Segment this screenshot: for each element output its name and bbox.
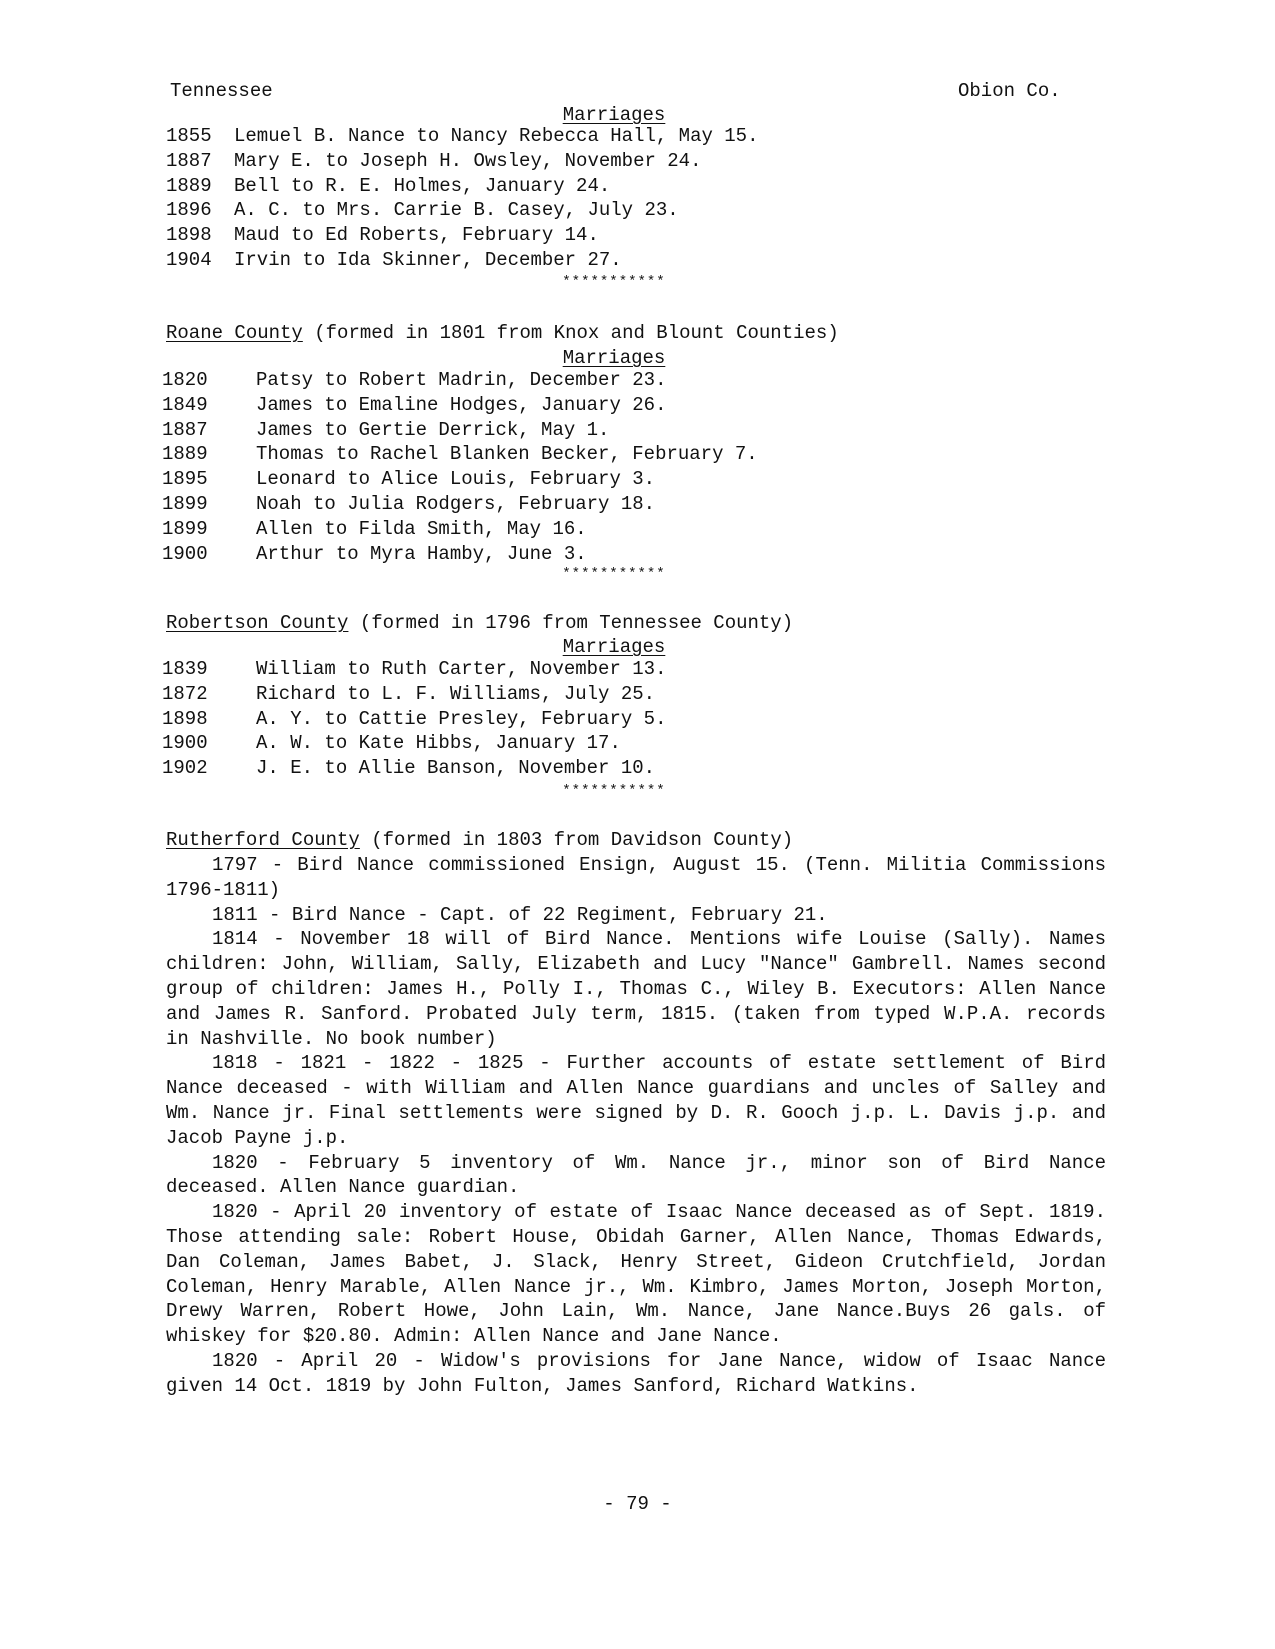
marriage-entry — [166, 248, 759, 273]
county-formed-note: (formed in 1803 from Davidson County) — [371, 829, 794, 851]
marriage-entry — [166, 124, 759, 149]
marriage-entry — [162, 467, 758, 492]
section-separator: *********** — [562, 566, 666, 582]
marriage-year: 1898 — [162, 707, 208, 730]
record-paragraph — [166, 903, 1106, 928]
marriage-entry — [162, 756, 666, 781]
marriage-year: 1849 — [162, 393, 208, 416]
marriage-year: 1898 — [166, 224, 212, 247]
marriage-year: 1902 — [162, 757, 208, 780]
marriage-text: Irvin to Ida Skinner, December 27. — [234, 248, 622, 271]
section-separator: *********** — [562, 274, 666, 290]
marriage-text: A. C. to Mrs. Carrie B. Casey, July 23. — [234, 199, 679, 222]
marriage-year: 1899 — [162, 492, 208, 515]
obion-marriages-heading: Marriages — [562, 104, 666, 126]
rutherford-county-heading — [166, 829, 793, 851]
county-name: Robertson County — [166, 612, 349, 634]
marriage-year: 1855 — [166, 125, 212, 147]
marriage-year: 1839 — [162, 658, 208, 680]
marriage-year: 1899 — [162, 517, 208, 540]
marriage-entry — [162, 682, 666, 707]
marriage-text: Patsy to Robert Madrin, December 23. — [256, 369, 667, 391]
marriage-entry — [162, 542, 758, 567]
robertson-marriage-list — [162, 657, 666, 781]
marriage-entry — [162, 418, 758, 443]
marriage-year: 1895 — [162, 468, 208, 491]
marriage-text: William to Ruth Carter, November 13. — [256, 658, 667, 680]
marriage-year: 1887 — [162, 418, 208, 441]
marriage-entry — [162, 731, 666, 756]
paragraph-text: 1820 - April 20 inventory of estate of Isaac Nance deceased as of Sept. 1819. Those attending sale: Robert House, Obidah Garner, Allen Nance, Thomas Edwards, Dan Coleman, James Babet, J. Slack, Henry Street, Gideon Crutchfield, Jordan Coleman, Henry Marable, Allen Nance jr., Wm. Kimbro, James Morton, Joseph Morton, Drewy Warren, Robert Howe, John Lain, Wm. Nance, Jane Nance.Buys 26 gals. of whiskey for $20.80. Admin: Allen Nance and Jane Nance. — [166, 1201, 1106, 1348]
marriage-text: Richard to L. F. Williams, July 25. — [256, 682, 656, 705]
header-county: Obion Co. — [958, 80, 1061, 102]
marriage-text: Bell to R. E. Holmes, January 24. — [234, 174, 611, 197]
marriage-entry — [162, 492, 758, 517]
record-paragraph — [166, 853, 1106, 903]
marriage-text: Leonard to Alice Louis, February 3. — [256, 468, 656, 491]
marriage-text: J. E. to Allie Banson, November 10. — [256, 757, 656, 780]
page-number: - 79 - — [603, 1493, 672, 1515]
record-paragraph — [166, 1151, 1106, 1201]
marriage-entry — [166, 149, 759, 174]
marriage-entry — [162, 393, 758, 418]
robertson-county-heading — [166, 612, 793, 634]
marriage-text: Arthur to Myra Hamby, June 3. — [256, 542, 587, 565]
marriage-text: Maud to Ed Roberts, February 14. — [234, 224, 599, 247]
roane-marriage-list — [162, 368, 758, 566]
header-state: Tennessee — [170, 80, 273, 102]
paragraph-text: 1797 - Bird Nance commissioned Ensign, August 15. (Tenn. Militia Commissions 1796-1811) — [166, 854, 1106, 901]
county-formed-note: (formed in 1796 from Tennessee County) — [359, 612, 794, 634]
marriage-year: 1900 — [162, 542, 208, 565]
marriage-year: 1896 — [166, 199, 212, 222]
paragraph-text: 1818 - 1821 - 1822 - 1825 - Further accounts of estate settlement of Bird Nance deceased - with William and Allen Nance guardians and uncles of Salley and Wm. Nance jr. Final settlements were signed by D. R. Gooch j.p. L. Davis j.p. and Jacob Payne j.p. — [166, 1052, 1106, 1149]
county-name: Roane County — [166, 322, 303, 344]
marriage-entry — [166, 223, 759, 248]
roane-marriages-heading: Marriages — [562, 347, 666, 369]
obion-marriage-list — [166, 124, 759, 273]
paragraph-text: 1820 - April 20 - Widow's provisions for Jane Nance, widow of Isaac Nance given 14 Oct. 1819 by John Fulton, James Sanford, Richard Watkins. — [166, 1349, 1106, 1397]
marriage-year: 1900 — [162, 732, 208, 755]
marriage-text: Mary E. to Joseph H. Owsley, November 24. — [234, 149, 702, 172]
record-paragraph — [166, 1200, 1106, 1349]
record-paragraph — [166, 927, 1106, 1051]
marriage-entry — [162, 657, 666, 682]
marriage-year: 1889 — [166, 174, 212, 197]
marriage-year: 1887 — [166, 149, 212, 172]
marriage-text: Thomas to Rachel Blanken Becker, February 7. — [256, 443, 758, 466]
marriage-text: Lemuel B. Nance to Nancy Rebecca Hall, May 15. — [234, 125, 759, 147]
paragraph-text: 1820 - February 5 inventory of Wm. Nance jr., minor son of Bird Nance deceased. Allen Nance guardian. — [166, 1151, 1106, 1199]
county-name: Rutherford County — [166, 829, 360, 851]
marriage-text: Noah to Julia Rodgers, February 18. — [256, 492, 656, 515]
marriage-year: 1904 — [166, 248, 212, 271]
rutherford-records — [166, 853, 1106, 1399]
roane-county-heading — [166, 322, 839, 344]
marriage-year: 1889 — [162, 443, 208, 466]
marriage-entry — [162, 368, 758, 393]
marriage-entry — [162, 707, 666, 732]
marriage-entry — [166, 198, 759, 223]
record-paragraph — [166, 1051, 1106, 1150]
marriage-entry — [162, 517, 758, 542]
marriage-year: 1872 — [162, 682, 208, 705]
paragraph-text: 1811 - Bird Nance - Capt. of 22 Regiment, February 21. — [212, 903, 828, 926]
marriage-text: A. Y. to Cattie Presley, February 5. — [256, 707, 667, 730]
marriage-text: James to Gertie Derrick, May 1. — [256, 418, 610, 441]
record-paragraph — [166, 1349, 1106, 1399]
paragraph-text: 1814 - November 18 will of Bird Nance. Mentions wife Louise (Sally). Names children: John, William, Sally, Elizabeth and Lucy "Nance" Gambrell. Names second group of children: James H., Polly I., Thomas C., Wiley B. Executors: Allen Nance and James R. Sanford. Probated July term, 1815. (taken from typed W.P.A. records in Nashville. No book number) — [166, 928, 1106, 1050]
section-separator: *********** — [562, 783, 666, 799]
county-formed-note: (formed in 1801 from Knox and Blount Counties) — [314, 322, 839, 344]
marriage-text: A. W. to Kate Hibbs, January 17. — [256, 732, 621, 755]
marriage-entry — [166, 174, 759, 199]
marriage-year: 1820 — [162, 369, 208, 391]
marriage-text: James to Emaline Hodges, January 26. — [256, 393, 667, 416]
robertson-marriages-heading: Marriages — [562, 636, 666, 658]
marriage-entry — [162, 442, 758, 467]
marriage-text: Allen to Filda Smith, May 16. — [256, 517, 587, 540]
